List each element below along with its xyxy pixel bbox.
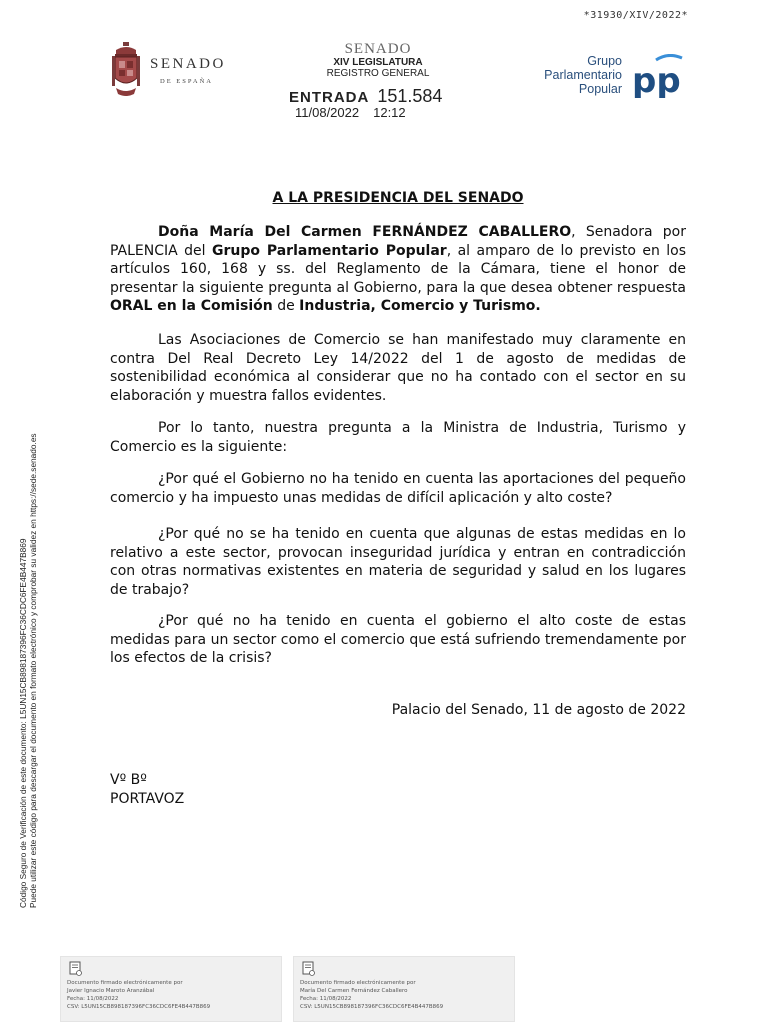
- stamp-registro: REGISTRO GENERAL: [326, 68, 430, 79]
- question-2: ¿Por qué no se ha tenido en cuenta que algunas de estas medidas en lo relativo a este sector, provocan inseguridad jurídica y entran en contradicción con otras normativas existentes en materia de seguridad y salud en los lugares de trabajo?: [110, 526, 686, 598]
- registry-stamp: [283, 42, 473, 127]
- document-reference: *31930/XIV/2022*: [583, 10, 688, 21]
- stamp-senado: SENADO: [344, 41, 412, 57]
- verification-code-text: Código Seguro de Verificación de este documento: L5UN15CB898187396FC36CDC6FE4B447B869: [18, 538, 28, 908]
- pp-logo-line3: Popular: [578, 82, 622, 96]
- stamp-entry-label: ENTRADA: [289, 89, 370, 106]
- question-1: ¿Por qué el Gobierno no ha tenido en cuenta las aportaciones del pequeño comercio y ha impuesto unas medidas de difícil aplicación y alto coste?: [110, 471, 686, 506]
- intro-part-a: Doña María Del Carmen: [158, 224, 373, 240]
- paragraph-context: Las Asociaciones de Comercio se han manifestado muy claramente en contra Del Real Decreto Ley 14/2022 del 1 de agosto de medidas de sostenibilidad económica al considerar que no ha contado con el sector en su elaboración y muestra fallos evidentes.: [110, 332, 686, 404]
- pp-logo-line2: Parlamentario: [544, 68, 622, 82]
- signature-box-2: [293, 956, 515, 1022]
- signed-document-icon: [69, 961, 83, 977]
- senado-logo: [110, 42, 240, 100]
- verification-url-text: Puede utilizar este código para descargar el documento en formato electrónico y comprobar su validez en https://sede.senado.es: [28, 433, 38, 908]
- paragraph-question-intro: Por lo tanto, nuestra pregunta a la Ministra de Industria, Turismo y Comercio es la siguiente:: [110, 420, 686, 455]
- intro-part-e: , al amparo de lo previsto en los artículos 160, 168 y ss. del Reglamento de la Cámara, tiene el honor de presentar la siguiente pregunta al Gobierno, para la que desea obtener respuesta: [110, 242, 687, 296]
- signature-date: Fecha: 11/08/2022: [67, 996, 119, 1002]
- signature-csv: CSV: L5UN15CB898187396FC36CDC6FE4B447B869: [300, 1004, 444, 1010]
- group-name: Grupo Parlamentario Popular: [211, 242, 447, 259]
- vobo-label: Vº Bº: [110, 772, 147, 788]
- paragraph-intro: [110, 223, 686, 316]
- signature-line: Documento firmado electrónicamente por: [67, 980, 183, 986]
- place-and-date: Palacio del Senado, 11 de agosto de 2022: [391, 702, 686, 718]
- pp-logo: [522, 52, 692, 102]
- pp-logo-text: [544, 54, 622, 96]
- stamp-time: 12:12: [373, 105, 406, 120]
- commission-name: Industria, Comercio y Turismo.: [299, 298, 541, 314]
- signer-name: María Del Carmen Fernández Caballero: [300, 988, 408, 994]
- senado-logo-subtitle: DE ESPAÑA: [160, 78, 213, 85]
- senator-surname: FERNÁNDEZ CABALLERO: [372, 224, 572, 240]
- signature-date: Fecha: 11/08/2022: [300, 996, 352, 1002]
- signer-name: Javier Ignacio Maroto Aranzábal: [67, 988, 155, 994]
- stamp-datetime: [295, 105, 406, 120]
- stamp-legislatura: XIV LEGISLATURA: [333, 57, 423, 68]
- portavoz-label: PORTAVOZ: [110, 791, 185, 807]
- question-3: ¿Por qué no ha tenido en cuenta el gobierno el alto coste de estas medidas para un sector como el comercio que está sufriendo tremendamente por los efectos de la crisis?: [110, 613, 686, 666]
- pp-logo-line1: Grupo: [587, 54, 622, 68]
- intro-part-c: , Senadora por PALENCIA del: [110, 224, 686, 259]
- answer-type: ORAL en la Comisión: [110, 298, 273, 314]
- signed-document-icon: [302, 961, 316, 977]
- senado-logo-name: SENADO: [150, 56, 226, 72]
- stamp-entry: [289, 86, 469, 107]
- document-title: A LA PRESIDENCIA DEL SENADO: [272, 190, 524, 206]
- stamp-entry-number: 151.584: [377, 86, 443, 106]
- signature-box-1: [60, 956, 282, 1022]
- pp-mark-icon: [628, 54, 692, 98]
- signature-csv: CSV: L5UN15CB898187396FC36CDC6FE4B447B869: [67, 1004, 211, 1010]
- intro-part-g: de: [272, 298, 300, 314]
- senado-crest-icon: [110, 42, 142, 100]
- stamp-date: 11/08/2022: [295, 105, 360, 120]
- signature-line: Documento firmado electrónicamente por: [300, 980, 416, 986]
- svg-text:pp: pp: [632, 61, 681, 98]
